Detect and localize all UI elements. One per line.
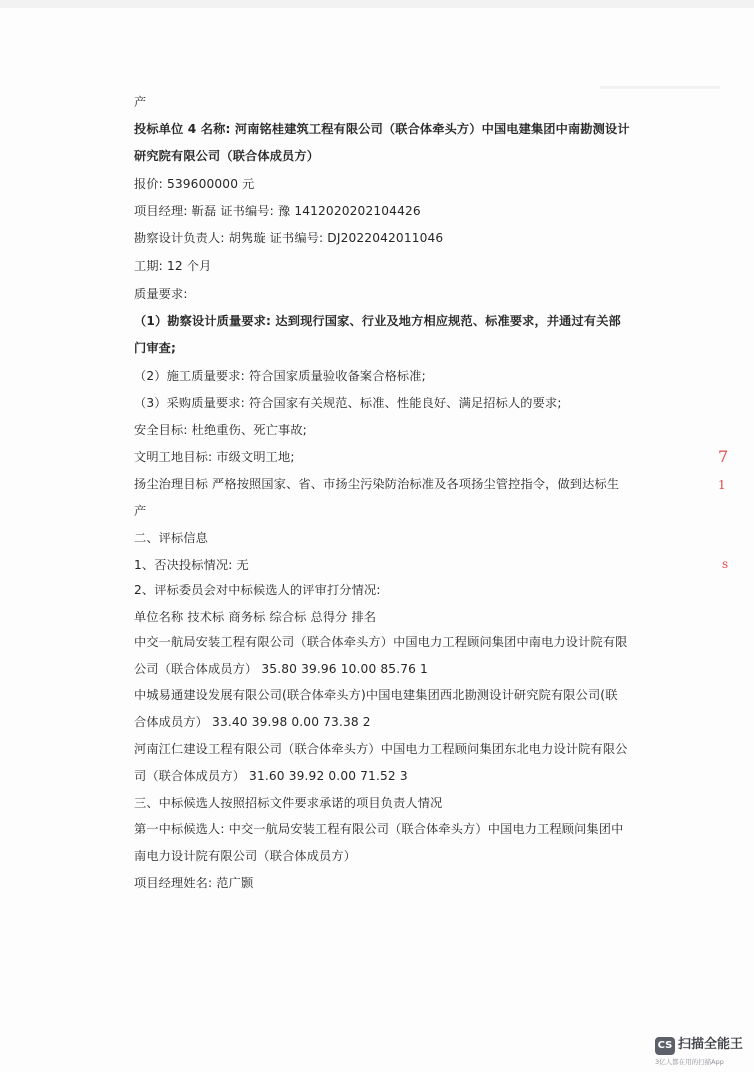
doc-line-civilized-site: 文明工地目标: 市级文明工地; [134, 450, 295, 464]
watermark-title: 扫描全能王 [678, 1037, 744, 1052]
doc-line-project-manager: 项目经理: 靳磊 证书编号: 豫 1412020202104426 [134, 204, 421, 218]
doc-line-first-candidate: 第一中标候选人: 中交一航局安装工程有限公司（联合体牵头方）中国电力工程顾问集团中 [134, 822, 624, 836]
margin-seal-mark: s [722, 557, 729, 571]
camscanner-logo-icon: CS [655, 1037, 675, 1055]
doc-line-score-columns: 单位名称 技术标 商务标 综合标 总得分 排名 [134, 610, 377, 624]
doc-line-safety: 安全目标: 杜绝重伤、死亡事故; [134, 423, 307, 437]
doc-line-price: 报价: 539600000 元 [134, 177, 255, 191]
doc-line-quality-heading: 质量要求: [134, 287, 188, 301]
margin-seal-mark: 1 [718, 478, 726, 492]
doc-line-manager-name: 项目经理姓名: 范广颢 [134, 876, 254, 890]
doc-line-section-3-heading: 三、中标候选人按照招标文件要求承诺的项目负责人情况 [134, 796, 443, 810]
doc-line-continuation: 产 [134, 95, 147, 109]
doc-line-survey-lead: 勘察设计负责人: 胡隽璇 证书编号: DJ2022042011046 [134, 231, 444, 245]
scan-artifact [0, 0, 754, 8]
scanner-watermark [655, 1034, 754, 1072]
doc-line-first-candidate-cont: 南电力设计院有限公司（联合体成员方） [134, 849, 357, 863]
doc-line-bidder-4: 投标单位 4 名称: 河南铭桂建筑工程有限公司（联合体牵头方）中国电建集团中南勘测设计 [134, 122, 630, 136]
doc-line-quality-1-cont: 门审查; [134, 341, 177, 355]
doc-line-candidate-2-scores: 合体成员方） 33.40 39.98 0.00 73.38 2 [134, 715, 371, 729]
doc-line-bidder-4-cont: 研究院有限公司（联合体成员方） [134, 149, 320, 163]
doc-line-duration: 工期: 12 个月 [134, 259, 212, 273]
doc-line-candidate-2: 中城易通建设发展有限公司(联合体牵头方)中国电建集团西北勘测设计研究院有限公司(联 [134, 688, 618, 702]
doc-line-quality-3: （3）采购质量要求: 符合国家有关规范、标准、性能良好、满足招标人的要求; [134, 396, 562, 410]
scan-artifact [600, 86, 720, 89]
doc-line-dust-control: 扬尘治理目标 严格按照国家、省、市扬尘污染防治标准及各项扬尘管控指令，做到达标生 [134, 477, 620, 491]
doc-line-section-2-heading: 二、评标信息 [134, 531, 209, 545]
doc-line-candidate-3-scores: 司（联合体成员方） 31.60 39.92 0.00 71.52 3 [134, 769, 408, 783]
doc-line-scoring-heading: 2、评标委员会对中标候选人的评审打分情况: [134, 583, 381, 597]
margin-seal-mark: 7 [718, 447, 729, 466]
doc-line-quality-2: （2）施工质量要求: 符合国家质量验收备案合格标准; [134, 369, 426, 383]
doc-line-dust-control-cont: 产 [134, 504, 147, 518]
doc-line-candidate-3: 河南江仁建设工程有限公司（联合体牵头方）中国电力工程顾问集团东北电力设计院有限公 [134, 742, 628, 756]
watermark-subtitle: 3亿人都在用的扫描App [655, 1058, 724, 1066]
doc-line-candidate-1: 中交一航局安装工程有限公司（联合体牵头方）中国电力工程顾问集团中南电力设计院有限 [134, 635, 628, 649]
doc-line-candidate-1-scores: 公司（联合体成员方） 35.80 39.96 10.00 85.76 1 [134, 662, 428, 676]
doc-line-quality-1: （1）勘察设计质量要求: 达到现行国家、行业及地方相应规范、标准要求，并通过有关部 [134, 314, 621, 328]
doc-line-rejection: 1、否决投标情况: 无 [134, 558, 249, 572]
